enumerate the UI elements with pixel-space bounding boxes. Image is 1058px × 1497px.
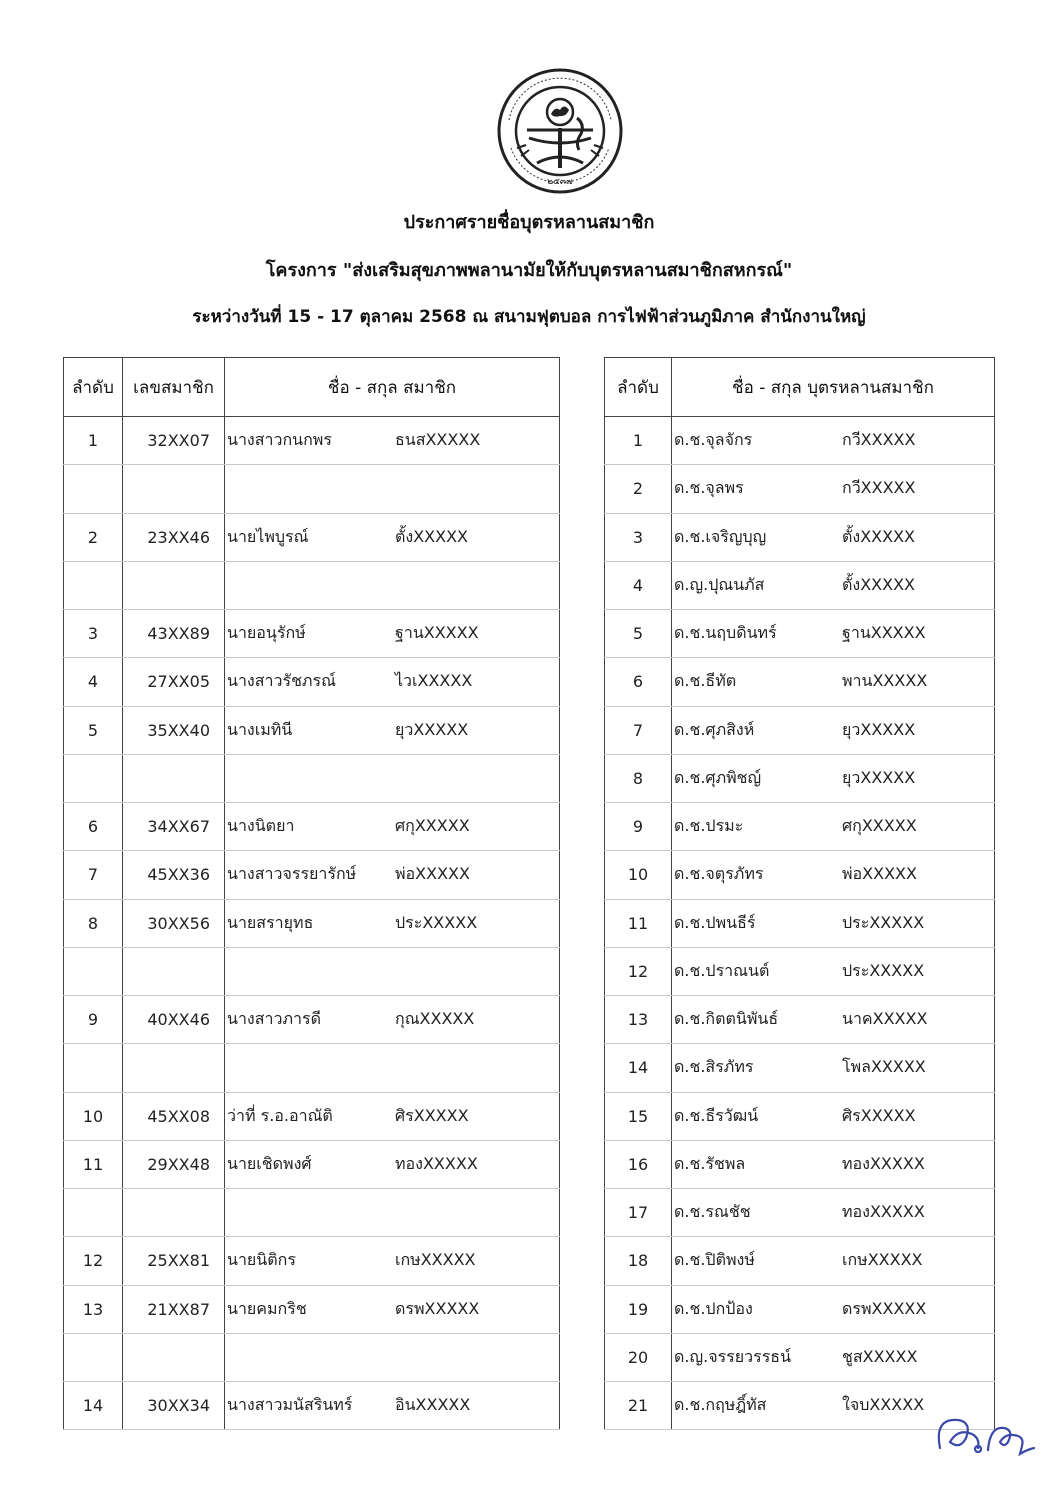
row-order	[64, 947, 123, 995]
child-surname: พ่อXXXXX	[842, 864, 917, 884]
row-order: 17	[605, 1189, 672, 1237]
row-order: 9	[605, 803, 672, 851]
member-id: 43XX89	[123, 610, 225, 658]
child-first-name: ด.ช.จุลพร	[674, 478, 744, 498]
child-fullname	[672, 1189, 995, 1237]
table-row	[64, 610, 560, 658]
children-table	[604, 357, 995, 1430]
child-surname: โพลXXXXX	[842, 1057, 926, 1077]
row-order: 13	[64, 1285, 123, 1333]
member-fullname	[225, 610, 560, 658]
child-fullname	[672, 1092, 995, 1140]
child-first-name: ด.ช.กิตตนิพันธ์	[674, 1009, 779, 1029]
member-surname: ยุวXXXXX	[395, 719, 469, 739]
row-order: 4	[64, 658, 123, 706]
table-row	[64, 754, 560, 802]
row-order	[64, 1189, 123, 1237]
child-surname: กวีXXXXX	[842, 478, 916, 498]
member-fullname	[225, 1044, 560, 1092]
table-row	[605, 1237, 995, 1285]
child-fullname	[672, 851, 995, 899]
row-order: 1	[64, 417, 123, 465]
child-first-name: ด.ช.รณชัช	[674, 1202, 751, 1222]
table-row	[605, 996, 995, 1044]
table-row	[605, 899, 995, 947]
table-row	[605, 1285, 995, 1333]
member-id: 34XX67	[123, 803, 225, 851]
member-fullname	[225, 1333, 560, 1381]
child-surname: นาคXXXXX	[842, 1009, 928, 1029]
table-row	[605, 513, 995, 561]
row-order: 16	[605, 1140, 672, 1188]
member-fullname	[225, 899, 560, 947]
member-first-name: นางเมทินี	[227, 719, 293, 739]
row-order: 3	[64, 610, 123, 658]
member-id: 23XX46	[123, 513, 225, 561]
row-order: 5	[64, 706, 123, 754]
member-surname: ทองXXXXX	[395, 1153, 478, 1173]
table-row	[64, 947, 560, 995]
child-surname: พานXXXXX	[842, 671, 928, 691]
table-row	[64, 1382, 560, 1430]
child-fullname	[672, 754, 995, 802]
member-id	[123, 1044, 225, 1092]
table-row	[605, 947, 995, 995]
child-fullname	[672, 1333, 995, 1381]
member-first-name: นางสาวกนกพร	[227, 430, 332, 450]
member-fullname	[225, 658, 560, 706]
member-fullname	[225, 1092, 560, 1140]
row-order: 10	[605, 851, 672, 899]
header-member-name: ชื่อ - สกุล สมาชิก	[225, 358, 560, 417]
cooperative-seal	[497, 68, 623, 194]
child-surname: ทองXXXXX	[842, 1202, 925, 1222]
child-surname: ทองXXXXX	[842, 1153, 925, 1173]
member-id: 45XX08	[123, 1092, 225, 1140]
child-fullname	[672, 706, 995, 754]
member-fullname	[225, 1285, 560, 1333]
event-date-location: ระหว่างวันที่ 15 - 17 ตุลาคม 2568 ณ สนามฟุตบอล การไฟฟ้าส่วนภูมิภาค สำนักงานใหญ่	[192, 307, 866, 327]
child-surname: ประXXXXX	[842, 912, 925, 932]
row-order: 12	[64, 1237, 123, 1285]
member-fullname	[225, 417, 560, 465]
table-row	[605, 465, 995, 513]
member-id: 27XX05	[123, 658, 225, 706]
svg-text:๒๕๓๗: ๒๕๓๗	[547, 177, 573, 187]
member-first-name: นางนิตยา	[227, 816, 295, 836]
row-order: 19	[605, 1285, 672, 1333]
table-row	[64, 561, 560, 609]
child-first-name: ด.ช.จตุรภัทร	[674, 864, 764, 884]
child-fullname	[672, 610, 995, 658]
child-first-name: ด.ช.เจริญบุญ	[674, 526, 767, 546]
child-fullname	[672, 513, 995, 561]
child-first-name: ด.ช.ปิติพงษ์	[674, 1250, 755, 1270]
announcement-title: ประกาศรายชื่อบุตรหลานสมาชิก	[403, 212, 655, 233]
member-id: 21XX87	[123, 1285, 225, 1333]
member-surname: ประXXXXX	[395, 912, 478, 932]
table-row	[64, 851, 560, 899]
member-surname: พ่อXXXXX	[395, 864, 470, 884]
member-first-name: นายคมกริช	[227, 1298, 307, 1318]
table-row	[64, 1333, 560, 1381]
child-surname: ประXXXXX	[842, 960, 925, 980]
row-order: 7	[605, 706, 672, 754]
table-row	[605, 851, 995, 899]
row-order	[64, 754, 123, 802]
row-order: 11	[605, 899, 672, 947]
member-id: 45XX36	[123, 851, 225, 899]
child-surname: กวีXXXXX	[842, 430, 916, 450]
child-first-name: ด.ช.ศุภสิงห์	[674, 719, 755, 739]
child-first-name: ด.ช.กฤษฎิ์ทัส	[674, 1395, 767, 1415]
member-fullname	[225, 561, 560, 609]
child-surname: ยุวXXXXX	[842, 767, 916, 787]
member-id	[123, 561, 225, 609]
child-surname: ดรพXXXXX	[842, 1298, 927, 1318]
child-first-name: ด.ช.ปพนธีร์	[674, 912, 756, 932]
members-table	[63, 357, 560, 1430]
member-id: 40XX46	[123, 996, 225, 1044]
row-order: 6	[605, 658, 672, 706]
member-fullname	[225, 465, 560, 513]
child-surname: ใจบXXXXX	[842, 1395, 925, 1415]
handwritten-signature	[930, 1388, 1040, 1466]
child-first-name: ด.ช.รัชพล	[674, 1153, 746, 1173]
member-surname: ศิรXXXXX	[395, 1105, 469, 1125]
child-fullname	[672, 1044, 995, 1092]
row-order: 6	[64, 803, 123, 851]
table-row	[605, 1044, 995, 1092]
row-order: 18	[605, 1237, 672, 1285]
member-id	[123, 754, 225, 802]
child-first-name: ด.ช.ปราณนต์	[674, 960, 770, 980]
table-row	[64, 1189, 560, 1237]
members-table-header	[64, 358, 560, 417]
table-row	[64, 899, 560, 947]
child-first-name: ด.ช.ปกป้อง	[674, 1298, 753, 1318]
child-fullname	[672, 1237, 995, 1285]
member-first-name: นายสรายุทธ	[227, 912, 314, 932]
child-first-name: ด.ช.นฤบดินทร์	[674, 623, 777, 643]
table-row	[605, 1140, 995, 1188]
member-fullname	[225, 754, 560, 802]
member-surname: ศกุXXXXX	[395, 816, 470, 836]
table-row	[64, 513, 560, 561]
child-surname: ชูสXXXXX	[842, 1346, 918, 1366]
member-id: 25XX81	[123, 1237, 225, 1285]
table-row	[605, 1333, 995, 1381]
row-order: 5	[605, 610, 672, 658]
child-first-name: ด.ช.ธีรวัฒน์	[674, 1105, 759, 1125]
table-row	[64, 465, 560, 513]
table-row	[64, 996, 560, 1044]
row-order: 11	[64, 1140, 123, 1188]
child-fullname	[672, 561, 995, 609]
header-order: ลำดับ	[64, 358, 123, 417]
member-id	[123, 1189, 225, 1237]
table-row	[64, 706, 560, 754]
child-fullname	[672, 1285, 995, 1333]
row-order: 2	[605, 465, 672, 513]
table-row	[64, 658, 560, 706]
member-id	[123, 465, 225, 513]
member-fullname	[225, 513, 560, 561]
row-order: 20	[605, 1333, 672, 1381]
row-order: 9	[64, 996, 123, 1044]
member-first-name: นางสาวจรรยารักษ์	[227, 864, 357, 884]
child-fullname	[672, 417, 995, 465]
child-fullname	[672, 658, 995, 706]
child-surname: ตั้งXXXXX	[842, 526, 916, 546]
row-order: 2	[64, 513, 123, 561]
member-surname: เกษXXXXX	[395, 1250, 476, 1270]
child-surname: ฐานXXXXX	[842, 623, 926, 643]
table-row	[605, 1189, 995, 1237]
row-order: 21	[605, 1382, 672, 1430]
member-fullname	[225, 947, 560, 995]
child-surname: ศกุXXXXX	[842, 816, 917, 836]
member-first-name: นางสาวรัชภรณ์	[227, 671, 336, 691]
child-fullname	[672, 899, 995, 947]
row-order: 1	[605, 417, 672, 465]
row-order: 12	[605, 947, 672, 995]
member-id: 30XX56	[123, 899, 225, 947]
member-id: 35XX40	[123, 706, 225, 754]
member-fullname	[225, 1382, 560, 1430]
row-order: 10	[64, 1092, 123, 1140]
table-row	[64, 417, 560, 465]
child-first-name: ด.ญ.จรรยวรรธน์	[674, 1346, 792, 1366]
row-order: 13	[605, 996, 672, 1044]
member-surname: ตั้งXXXXX	[395, 526, 469, 546]
row-order: 3	[605, 513, 672, 561]
member-id: 32XX07	[123, 417, 225, 465]
member-first-name: นางสาวภารดี	[227, 1009, 321, 1029]
header-order: ลำดับ	[605, 358, 672, 417]
child-surname: ตั้งXXXXX	[842, 574, 916, 594]
member-first-name: นางสาวมนัสรินทร์	[227, 1395, 353, 1415]
child-fullname	[672, 803, 995, 851]
member-first-name: ว่าที่ ร.อ.อาณัติ	[227, 1105, 333, 1125]
member-fullname	[225, 1189, 560, 1237]
row-order: 14	[605, 1044, 672, 1092]
table-row	[64, 1092, 560, 1140]
child-first-name: ด.ช.ปรมะ	[674, 816, 744, 836]
table-row	[605, 803, 995, 851]
row-order	[64, 465, 123, 513]
table-row	[64, 1237, 560, 1285]
member-fullname	[225, 1140, 560, 1188]
member-fullname	[225, 851, 560, 899]
member-first-name: นายนิติกร	[227, 1250, 296, 1270]
row-order: 14	[64, 1382, 123, 1430]
table-row	[605, 561, 995, 609]
table-row	[605, 610, 995, 658]
row-order: 8	[605, 754, 672, 802]
row-order: 8	[64, 899, 123, 947]
member-surname: ธนสXXXXX	[395, 430, 481, 450]
member-id	[123, 947, 225, 995]
row-order: 15	[605, 1092, 672, 1140]
row-order	[64, 1044, 123, 1092]
child-surname: ยุวXXXXX	[842, 719, 916, 739]
row-order	[64, 1333, 123, 1381]
header-child-name: ชื่อ - สกุล บุตรหลานสมาชิก	[672, 358, 995, 417]
member-fullname	[225, 706, 560, 754]
child-fullname	[672, 1140, 995, 1188]
header-member-id: เลขสมาชิก	[123, 358, 225, 417]
row-order: 4	[605, 561, 672, 609]
child-first-name: ด.ช.สิรภัทร	[674, 1057, 754, 1077]
child-surname: เกษXXXXX	[842, 1250, 923, 1270]
table-row	[64, 803, 560, 851]
child-first-name: ด.ญ.ปุณนภัส	[674, 574, 765, 594]
row-order: 7	[64, 851, 123, 899]
child-fullname	[672, 465, 995, 513]
member-surname: กุณXXXXX	[395, 1009, 475, 1029]
member-id: 30XX34	[123, 1382, 225, 1430]
member-id: 29XX48	[123, 1140, 225, 1188]
member-fullname	[225, 803, 560, 851]
table-row	[605, 417, 995, 465]
member-first-name: นายอนุรักษ์	[227, 623, 306, 643]
member-fullname	[225, 1237, 560, 1285]
member-fullname	[225, 996, 560, 1044]
member-first-name: นายเชิดพงศ์	[227, 1153, 312, 1173]
member-surname: ไวเXXXXX	[395, 671, 473, 691]
member-surname: อินXXXXX	[395, 1395, 471, 1415]
table-row	[605, 706, 995, 754]
member-surname: ดรพXXXXX	[395, 1298, 480, 1318]
member-surname: ฐานXXXXX	[395, 623, 479, 643]
table-row	[64, 1285, 560, 1333]
member-first-name: นายไพบูรณ์	[227, 526, 309, 546]
children-table-header	[605, 358, 995, 417]
table-row	[605, 754, 995, 802]
child-surname: ศิรXXXXX	[842, 1105, 916, 1125]
child-fullname	[672, 996, 995, 1044]
child-fullname	[672, 947, 995, 995]
child-first-name: ด.ช.ศุภพิชญ์	[674, 767, 762, 787]
table-row	[64, 1140, 560, 1188]
member-id	[123, 1333, 225, 1381]
row-order	[64, 561, 123, 609]
child-first-name: ด.ช.ธีทัต	[674, 671, 737, 691]
table-row	[64, 1044, 560, 1092]
table-row	[605, 1092, 995, 1140]
project-title: โครงการ "ส่งเสริมสุขภาพพลานามัยให้กับบุตรหลานสมาชิกสหกรณ์"	[265, 260, 793, 281]
child-first-name: ด.ช.จุลจักร	[674, 430, 753, 450]
table-row	[605, 658, 995, 706]
